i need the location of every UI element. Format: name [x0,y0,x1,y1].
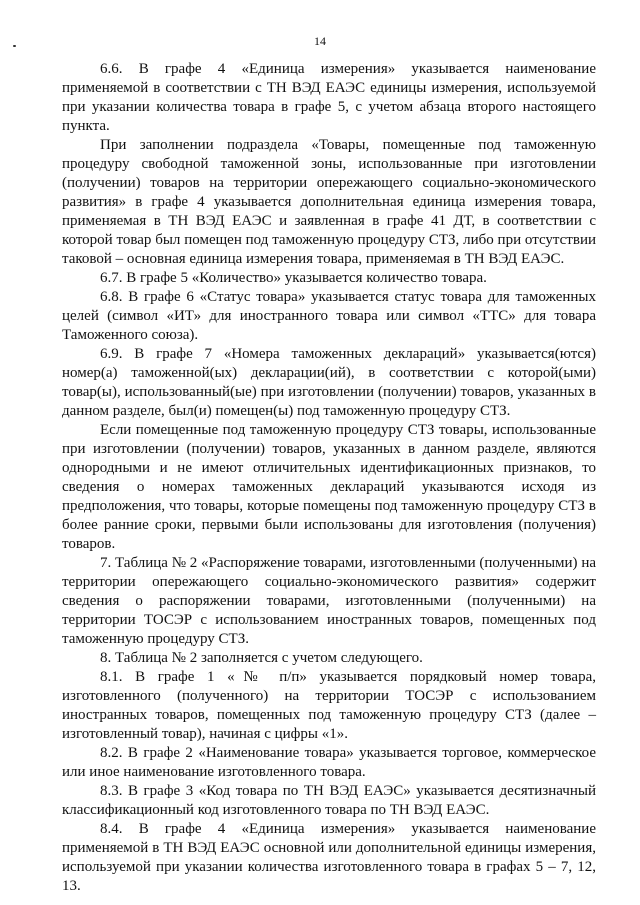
paragraph-8-3: 8.3. В графе 3 «Код товара по ТН ВЭД ЕАЭС» указывается десятизначный классификационный код изготовленного товара по ТН ВЭД ЕАЭС. [62,783,596,818]
page-number: 14 [314,34,326,48]
paragraph-8-1: 8.1. В графе 1 «№ п/п» указывается порядковый номер товара, изготовленного (полученного) на территории ТОСЭР с использованием иностранных товаров, помещенных под таможенную процедуру СТЗ (далее – изготовленный товар), начиная с цифры «1». [62,669,596,742]
paragraph-6-7: 6.7. В графе 5 «Количество» указывается количество товара. [100,270,487,286]
document-body [62,60,596,896]
paragraph-7: 7. Таблица № 2 «Распоряжение товарами, изготовленными (полученными) на территории опережающего социально-экономического развития» содержит сведения о распоряжении товарами, изготовленными (полученными) на территории ТОСЭР с использованием иностранных товаров, помещенных под таможенную процедуру СТЗ. [62,555,596,647]
paragraph-8-2: 8.2. В графе 2 «Наименование товара» указывается торговое, коммерческое или иное наименование изготовленного товара. [62,745,596,780]
paragraph-6-9: 6.9. В графе 7 «Номера таможенных деклараций» указывается(ются) номер(а) таможенной(ых) декларации(ий), в соответствии с которой(ыми) товар(ы), использованный(ые) при изготовлении (получении) товаров, указанных в данном разделе, был(и) помещен(ы) под таможенную процедуру СТЗ. [62,346,596,419]
paragraph-8: 8. Таблица № 2 заполняется с учетом следующего. [100,650,423,666]
paragraph-6-6: 6.6. В графе 4 «Единица измерения» указывается наименование применяемой в соответствии с ТН ВЭД ЕАЭС единицы измерения, используемой при указании количества товара в графе 5, с учетом абзаца второго настоящего пункта. [62,61,596,134]
paragraph-8-4: 8.4. В графе 4 «Единица измерения» указывается наименование применяемой в ТН ВЭД ЕАЭС основной или дополнительной единицы измерения, используемой при указании количества изготовленного товара в графах 5 – 7, 12, 13. [62,821,596,894]
paragraph-6-9-second: Если помещенные под таможенную процедуру СТЗ товары, использованные при изготовлении (получении) товаров, указанных в данном разделе, являются однородными и не имеют отличительных идентификационных признаков, то сведения о номерах таможенных деклараций указываются исходя из предположения, что товары, которые помещены под таможенную процедуру СТЗ в более ранние сроки, первыми были использованы для изготовления (получения) товаров. [62,422,596,552]
paragraph-6-8: 6.8. В графе 6 «Статус товара» указывается статус товара для таможенных целей (символ «ИТ» для иностранного товара или символ «ТТС» для товара Таможенного союза). [62,289,596,343]
paragraph-6-6-second: При заполнении подраздела «Товары, помещенные под таможенную процедуру свободной таможенной зоны, использованные при изготовлении (получении) товаров на территории опережающего социально-экономического развития» в графе 4 указывается дополнительная единица измерения товара, применяемая в ТН ВЭД ЕАЭС и заявленная в графе 41 ДТ, в соответствии с которой товар был помещен под таможенную процедуру СТЗ, либо при отсутствии таковой – основная единица измерения товара, применяемая в ТН ВЭД ЕАЭС. [62,137,596,267]
